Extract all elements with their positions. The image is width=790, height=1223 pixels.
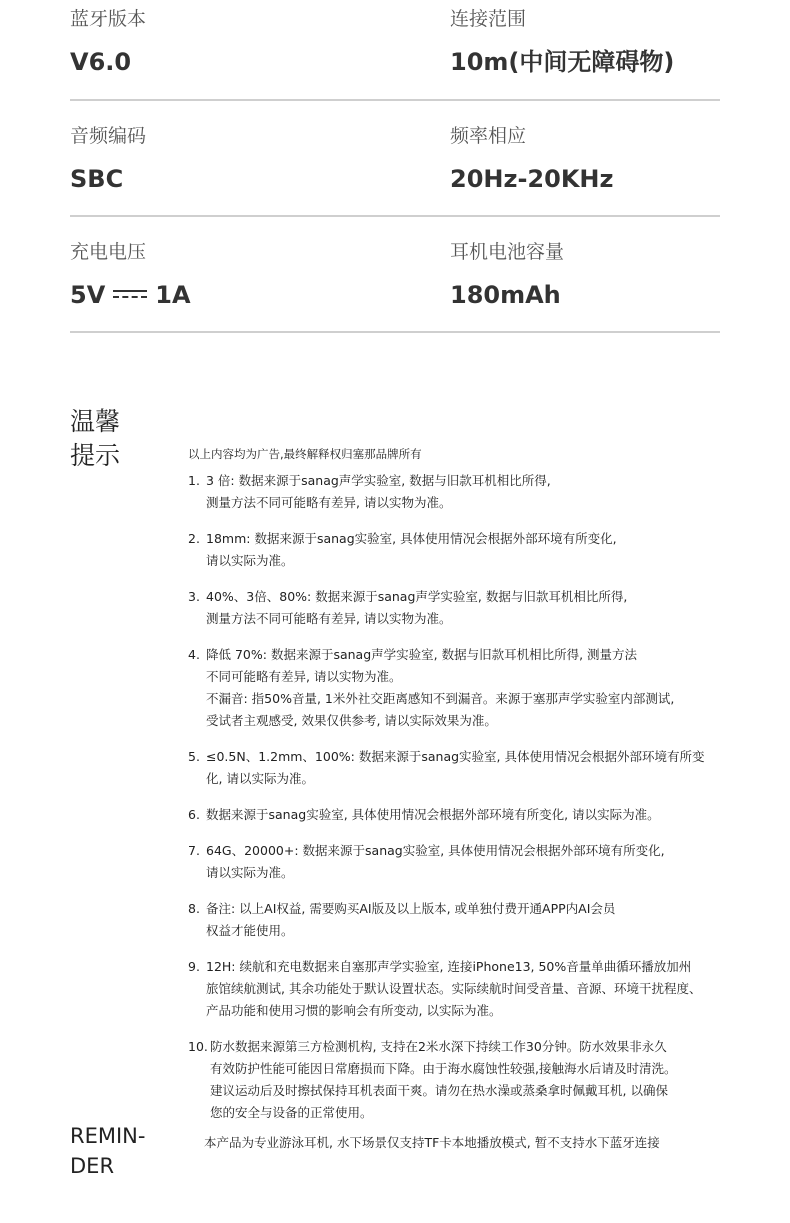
reminder-title-line: 温馨 [70, 407, 121, 436]
note-number: 5. [188, 749, 200, 764]
note-item [188, 470, 778, 514]
note-number: 7. [188, 843, 200, 858]
note-item [188, 804, 778, 826]
reminder-title [70, 405, 120, 473]
note-item [188, 1036, 778, 1124]
spec-bluetooth-version [70, 0, 146, 77]
note-number: 8. [188, 901, 200, 916]
spec-value: SBC [70, 165, 124, 193]
spec-label: 耳机电池容量 [450, 241, 565, 263]
note-item [188, 898, 778, 942]
note-number: 3. [188, 589, 200, 604]
spec-value: V6.0 [70, 48, 132, 76]
note-line: 化, 请以实际为准。 [206, 771, 314, 786]
note-line: 请以实际为准。 [206, 553, 294, 568]
spec-label: 音频编码 [70, 125, 147, 147]
spec-label: 连接范围 [450, 8, 527, 30]
spec-battery-capacity [450, 217, 564, 310]
reminder-title-line: 提示 [70, 441, 121, 470]
note-line: 权益才能使用。 [206, 923, 294, 938]
notes-list [188, 470, 778, 1124]
note-number: 6. [188, 807, 200, 822]
spec-audio-codec [70, 101, 146, 194]
note-item [188, 840, 778, 884]
note-line: 产品功能和使用习惯的影响会有所变动, 以实际为准。 [206, 1003, 502, 1018]
note-line: 请以实际为准。 [206, 865, 294, 880]
note-item [188, 644, 778, 732]
spec-frequency-response [450, 101, 613, 194]
note-line: 旅馆续航测试, 其余功能处于默认设置状态。实际续航时间受音量、音源、环境干扰程度、 [206, 981, 702, 996]
spec-value: 20Hz-20KHz [450, 165, 614, 193]
note-line: 64G、20000+: 数据来源于sanag实验室, 具体使用情况会根据外部环境有所变化, [206, 843, 665, 858]
spec-charging-voltage [70, 217, 191, 310]
spec-connection-range [450, 0, 674, 77]
ad-note: 以上内容均为广告,最终解释权归塞那品牌所有 [188, 447, 422, 461]
note-number: 9. [188, 959, 200, 974]
note-line: 建议运动后及时擦拭保持耳机表面干爽。请勿在热水澡或蒸桑拿时佩戴耳机, 以确保 [210, 1083, 668, 1098]
spec-table [70, 0, 720, 333]
note-number: 2. [188, 531, 200, 546]
reminder-english-label [70, 1121, 145, 1181]
note-number: 1. [188, 473, 200, 488]
reminder-en-line: DER [70, 1154, 115, 1178]
final-note: 本产品为专业游泳耳机, 水下场景仅支持TF卡本地播放模式, 暂不支持水下蓝牙连接 [204, 1135, 660, 1150]
note-number: 10. [188, 1039, 208, 1054]
reminder-en-line: REMIN- [70, 1124, 146, 1148]
note-line: 降低 70%: 数据来源于sanag声学实验室, 数据与旧款耳机相比所得, 测量方法 [206, 647, 638, 662]
note-line: ≤0.5N、1.2mm、100%: 数据来源于sanag实验室, 具体使用情况会根据外部环境有所变 [206, 749, 705, 764]
spec-label: 频率相应 [450, 125, 527, 147]
note-item [188, 586, 778, 630]
spec-row-power [70, 217, 720, 333]
note-line: 您的安全与设备的正常使用。 [210, 1105, 373, 1120]
note-line: 有效防护性能可能因日常磨损而下降。由于海水腐蚀性较强,接触海水后请及时清洗。 [210, 1061, 677, 1076]
voltage-value: 5V [70, 281, 106, 309]
note-line: 3 倍: 数据来源于sanag声学实验室, 数据与旧款耳机相比所得, [206, 473, 551, 488]
spec-value: 10m(中间无障碍物) [450, 48, 675, 76]
note-number: 4. [188, 647, 200, 662]
note-line: 不同可能略有差异, 请以实物为准。 [206, 669, 402, 684]
note-item [188, 746, 778, 790]
dc-symbol-icon [113, 287, 147, 301]
note-line: 不漏音: 指50%音量, 1米外社交距离感知不到漏音。来源于塞那声学实验室内部测试, [206, 691, 675, 706]
spec-label: 充电电压 [70, 241, 147, 263]
note-line: 受试者主观感受, 效果仅供参考, 请以实际效果为准。 [206, 713, 497, 728]
spec-value: 180mAh [450, 281, 561, 309]
note-line: 备注: 以上AI权益, 需要购买AI版及以上版本, 或单独付费开通APP内AI会员 [206, 901, 616, 916]
note-line: 40%、3倍、80%: 数据来源于sanag声学实验室, 数据与旧款耳机相比所得, [206, 589, 628, 604]
note-line: 防水数据来源第三方检测机构, 支持在2米水深下持续工作30分钟。防水效果非永久 [210, 1039, 667, 1054]
note-line: 18mm: 数据来源于sanag实验室, 具体使用情况会根据外部环境有所变化, [206, 531, 617, 546]
note-line: 数据来源于sanag实验室, 具体使用情况会根据外部环境有所变化, 请以实际为准。 [206, 807, 660, 822]
spec-row-audio [70, 101, 720, 217]
note-item [188, 956, 778, 1022]
spec-row-bluetooth [70, 0, 720, 101]
disclaimer-block [188, 446, 778, 1154]
note-line: 测量方法不同可能略有差异, 请以实物为准。 [206, 611, 452, 626]
note-line: 测量方法不同可能略有差异, 请以实物为准。 [206, 495, 452, 510]
spec-value [70, 280, 191, 310]
note-line: 12H: 续航和充电数据来自塞那声学实验室, 连接iPhone13, 50%音量单曲循环播放加州 [206, 959, 692, 974]
spec-label: 蓝牙版本 [70, 8, 147, 30]
current-value: 1A [155, 281, 191, 309]
note-item [188, 528, 778, 572]
